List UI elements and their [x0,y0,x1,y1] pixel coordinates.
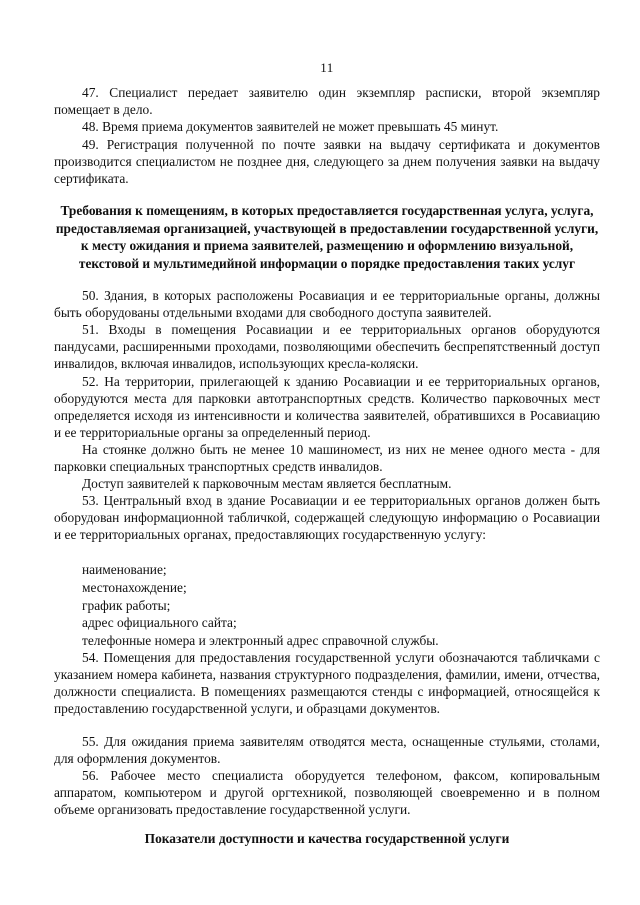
page-number: 11 [320,60,334,75]
paragraph-54: 54. Помещения для предоставления государственной услуги обозначаются табличками с указанием номера кабинета, названия структурного подразделения, фамилии, имени, отчества, должности специалиста. В помещениях размещаются стенды с информацией, относящейся к предоставлению государственной услуги, и образцами документов. [54,650,600,716]
document-page [54,0,600,905]
paragraph-parking-free: Доступ заявителей к парковочным местам является бесплатным. [82,476,452,491]
paragraph-48: 48. Время приема документов заявителей не может превышать 45 минут. [82,119,499,134]
list-item: наименование; [82,562,167,577]
paragraph-56: 56. Рабочее место специалиста оборудуется телефоном, факсом, копировальным аппаратом, компьютером и другой оргтехникой, позволяющей своевременно и в полном объеме организовать предоставление государственной услуги. [54,768,600,817]
list-item: телефонные номера и электронный адрес справочной службы. [82,633,439,649]
paragraph-parking-spaces: На стоянке должно быть не менее 10 машиномест, из них не менее одного места - для парковки специальных транспортных средств инвалидов. [54,442,600,474]
section-heading-requirements: Требования к помещениям, в которых предоставляется государственная услуга, услуга, предоставляемая организацией, участвующей в предоставлении государственной услуги, к месту ожидания и приема заявителей, размещению и оформлению визуальной, текстовой и мультимедийной информации о порядке предоставления таких услуг [55,203,599,271]
paragraph-50: 50. Здания, в которых расположены Росавиация и ее территориальные органы, должны быть оборудованы отдельными входами для свободного доступа заявителей. [54,288,600,320]
list-item: график работы; [82,597,171,613]
info-list [82,561,582,650]
list-item: местонахождение; [82,579,187,595]
paragraph-47: 47. Специалист передает заявителю один экземпляр расписки, второй экземпляр помещает в дело. [54,85,600,117]
paragraph-49: 49. Регистрация полученной по почте заявки на выдачу сертификата и документов производится специалистом не позднее дня, следующего за днем получения заявки на выдачу сертификата. [54,137,600,186]
paragraph-53: 53. Центральный вход в здание Росавиации и ее территориальных органов должен быть оборудован информационной табличкой, содержащей следующую информацию о Росавиации и ее территориальных органах, предоставляющих государственную услугу: [54,493,600,542]
paragraph-55: 55. Для ожидания приема заявителям отводятся места, оснащенные стульями, столами, для оформления документов. [54,734,600,766]
list-item: адрес официального сайта; [82,615,237,631]
paragraph-52: 52. На территории, прилегающей к зданию Росавиации и ее территориальных органов, оборудуются места для парковки автотранспортных средств. Количество парковочных мест определяется исходя из интенсивности и количества заявителей, обратившихся в Росавиацию и ее территориальные органы за определенный период. [54,374,600,440]
section-heading-indicators: Показатели доступности и качества государственной услуги [144,831,510,846]
paragraph-51: 51. Входы в помещения Росавиации и ее территориальных органов оборудуются пандусами, расширенными проходами, позволяющими обеспечить беспрепятственный доступ инвалидов, включая инвалидов, использующих кресла-коляски. [54,322,600,371]
